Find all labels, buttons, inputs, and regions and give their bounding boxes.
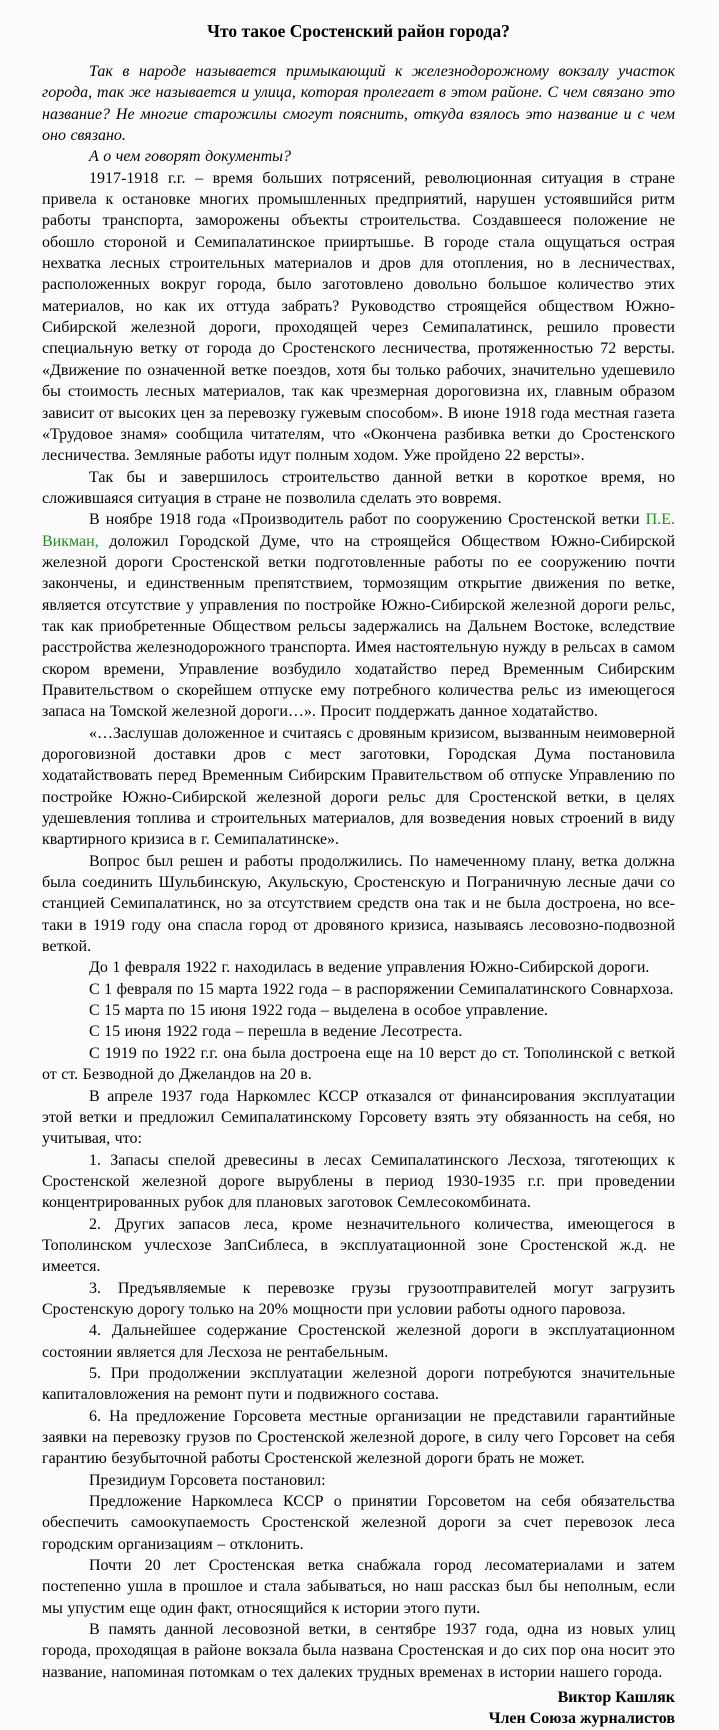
reason-item-3: 3. Предъявляемые к перевозке грузы грузоотправителей могут загрузить Сростенскую дорогу только на 20% мощности при условии работы одного паровоза. [42,1279,675,1318]
reason-item-4: 4. Дальнейшее содержание Сростенской железной дороги в эксплуатационном состоянии является для Лесхоза не рентабельным. [42,1322,675,1361]
vikman-text-after: доложил Городской Думе, что на строящейся Обществом Южно-Сибирской железной дороги Сростенской ветки подготовленные работы по ее сооружению почти закончены, и единственным препятствием, тормозящим открытие движения по ветке, является отсутствие у управления по постройке Южно-Сибирской железной дороги рельс, так как приобретенные Обществом рельсы задержались на Дальнем Востоке, вследствие расстройства железнодорожного транспорта. Имея настоятельную нужду в рельсах в самом скором времени, Управление возбудило ходатайство перед Временным Сибирским Правительством о скорейшем отпуске ему потребного количества рельс из имеющегося запаса на Томской железной дороги…». Просит поддержать данное ходатайство. [42,532,675,721]
paragraph-would-have-finished: Так бы и завершилось строительство данной ветки в короткое время, но сложившаяся ситуация в стране не позволила сделать это вовремя. [42,468,675,507]
timeline-item-jun-1922: С 15 июня 1922 года – перешла в ведение Лесотреста. [89,1023,463,1041]
signature-role: Член Союза журналистов [488,1710,675,1728]
timeline-item-mar-jun-1922: С 15 марта по 15 июня 1922 года – выделена в особое управление. [89,1002,548,1020]
timeline-item-feb-mar-1922: С 1 февраля по 15 марта 1922 года – в распоряжении Семипалатинского Совнархоза. [89,980,674,998]
vikman-text-before: В ноябре 1918 года «Производитель работ по сооружению Сростенской ветки [89,511,646,529]
signature-name: Виктор Кашляк [557,1689,675,1707]
timeline-item-before-feb-1922: До 1 февраля 1922 г. находилась в ведение управления Южно-Сибирской дороги. [89,959,650,977]
paragraph-work-resumed: Вопрос был решен и работы продолжились. По намеченному плану, ветка должна была соединить Шульбинскую, Акульскую, Сростенскую и Пограничную лесные дачи со станцией Семипалатинск, но за отсутствием средств она так и не была достроена, но все-таки в 1919 году она спасла город от дровяного кризиса, называясь лесовозно-подвозной веткой. [42,852,675,956]
intro-paragraph: Так в народе называется примыкающий к железнодорожному вокзалу участок города, так же называется и улица, которая пролегает в этом районе. С чем связано это название? Не многие старожилы смогут пояснить, откуда взялось это название и с чем оно связано. [42,63,675,145]
paragraph-1917-1918: 1917-1918 г.г. – время больших потрясений, революционная ситуация в стране привела к остановке многих промышленных предприятий, нарушен устоявшийся ритм работы транспорта, заморожены объекты строительства. Создавшееся положение не обошло стороной и Семипалатинское прииртышье. В городе стала ощущаться острая нехватка лесных строительных материалов и дров для отопления, но в лесничествах, расположенных вокруг города, было заготовлено довольно большое количество этих материалов, но как их оттуда забрать? Руководство строящейся обществом Южно-Сибирской железной дороги, проходящей через Семипалатинск, решило провести специальную ветку от города до Сростенского лесничества, протяженностью 72 версты. «Движение по означенной ветке поездов, хотя бы только рабочих, значительно удешевило бы стоимость лесных материалов, так как чрезмерная дороговизна их, главным образом зависит от высоких цен за перевозку гужевым способом». В июне 1918 года местная газета «Трудовое знамя» сообщила читателям, что «Окончена разбивка ветки до Сростенского лесничества. Земляные работы идут полным ходом. Уже пройдено 22 версты». [42,169,675,465]
paragraph-line-extended: С 1919 по 1922 г.г. она была достроена еще на 10 верст до ст. Тополинской с веткой от ст. Безводной до Джеландов на 20 в. [42,1044,675,1084]
article-title: Что такое Сростенский район города? [207,21,510,41]
paragraph-duma-resolution: «…Заслушав доложенное и считаясь с дровяным кризисом, вызванным неимоверной дороговизной доставки дров с мест заготовки, Городская Дума постановила ходатайствовать перед Временным Сибирским Правительством об отпуске Управлению по постройке Южно-Сибирской железной дороги рельс для Сростенской ветки, в целях удешевления топлива и строительных материалов, для возведения новых строений в виду квартирного кризиса в г. Семипалатинске». [42,724,675,849]
signature-block [42,1687,675,1730]
paragraph-decision-decline: Предложение Наркомлеса КССР о принятии Горсоветом на себя обязательства обеспечить самоокупаемость Сростенской железной дороги за счет перевозок леса городским организациям – отклонить. [42,1493,675,1553]
reason-item-2: 2. Других запасов леса, кроме незначительного количества, имеющегося в Тополинском учлесхозе ЗапСиблеса, в эксплуатационной зоне Сростенской ж.д. не имеется. [42,1215,675,1276]
paragraph-almost-20-years: Почти 20 лет Сростенская ветка снабжала город лесоматериалами и затем постепенно ушла в прошлое и стала забываться, но наш рассказ был бы неполным, если мы упустим еще один факт, относящийся к истории этого пути. [42,1557,675,1617]
paragraph-presidium-resolved: Президиум Горсовета постановил: [89,1471,326,1489]
documents-question: А о чем говорят документы? [89,148,291,166]
paragraph-vikman-report [42,509,675,722]
reason-item-6: 6. На предложение Горсовета местные организации не представили гарантийные заявки на перевозку грузов по Сростенской железной дороге, в силу чего Горсовет на себя гарантию безубыточной работы Сростенской железной дороги брать не может. [42,1407,675,1468]
paragraph-april-1937: В апреле 1937 года Наркомлес КССР отказался от финансирования эксплуатации этой ветки и предложил Семипалатинскому Горсовету взять эту обязанность на себя, но учитывая, что: [42,1087,675,1148]
vikman-name-highlight: П.Е. Викман, [42,511,675,550]
paragraph-street-named: В память данной лесовозной ветки, в сентябре 1937 года, одна из новых улиц города, проходящая в районе вокзала была названа Сростенская и до сих пор она носит это название, напоминая потомкам о тех далеких трудных временах в истории нашего города. [42,1621,675,1681]
reason-item-5: 5. При продолжении эксплуатации железной дороги потребуются значительные капиталовложения на ремонт пути и подвижного состава. [42,1364,675,1404]
reason-item-1: 1. Запасы спелой древесины в лесах Семипалатинского Лесхоза, тяготеющих к Сростенской железной дороге вырублены в период 1930-1935 г.г. при проведении концентрированных рубок для плановых заготовок Семлесокомбината. [42,1151,675,1212]
